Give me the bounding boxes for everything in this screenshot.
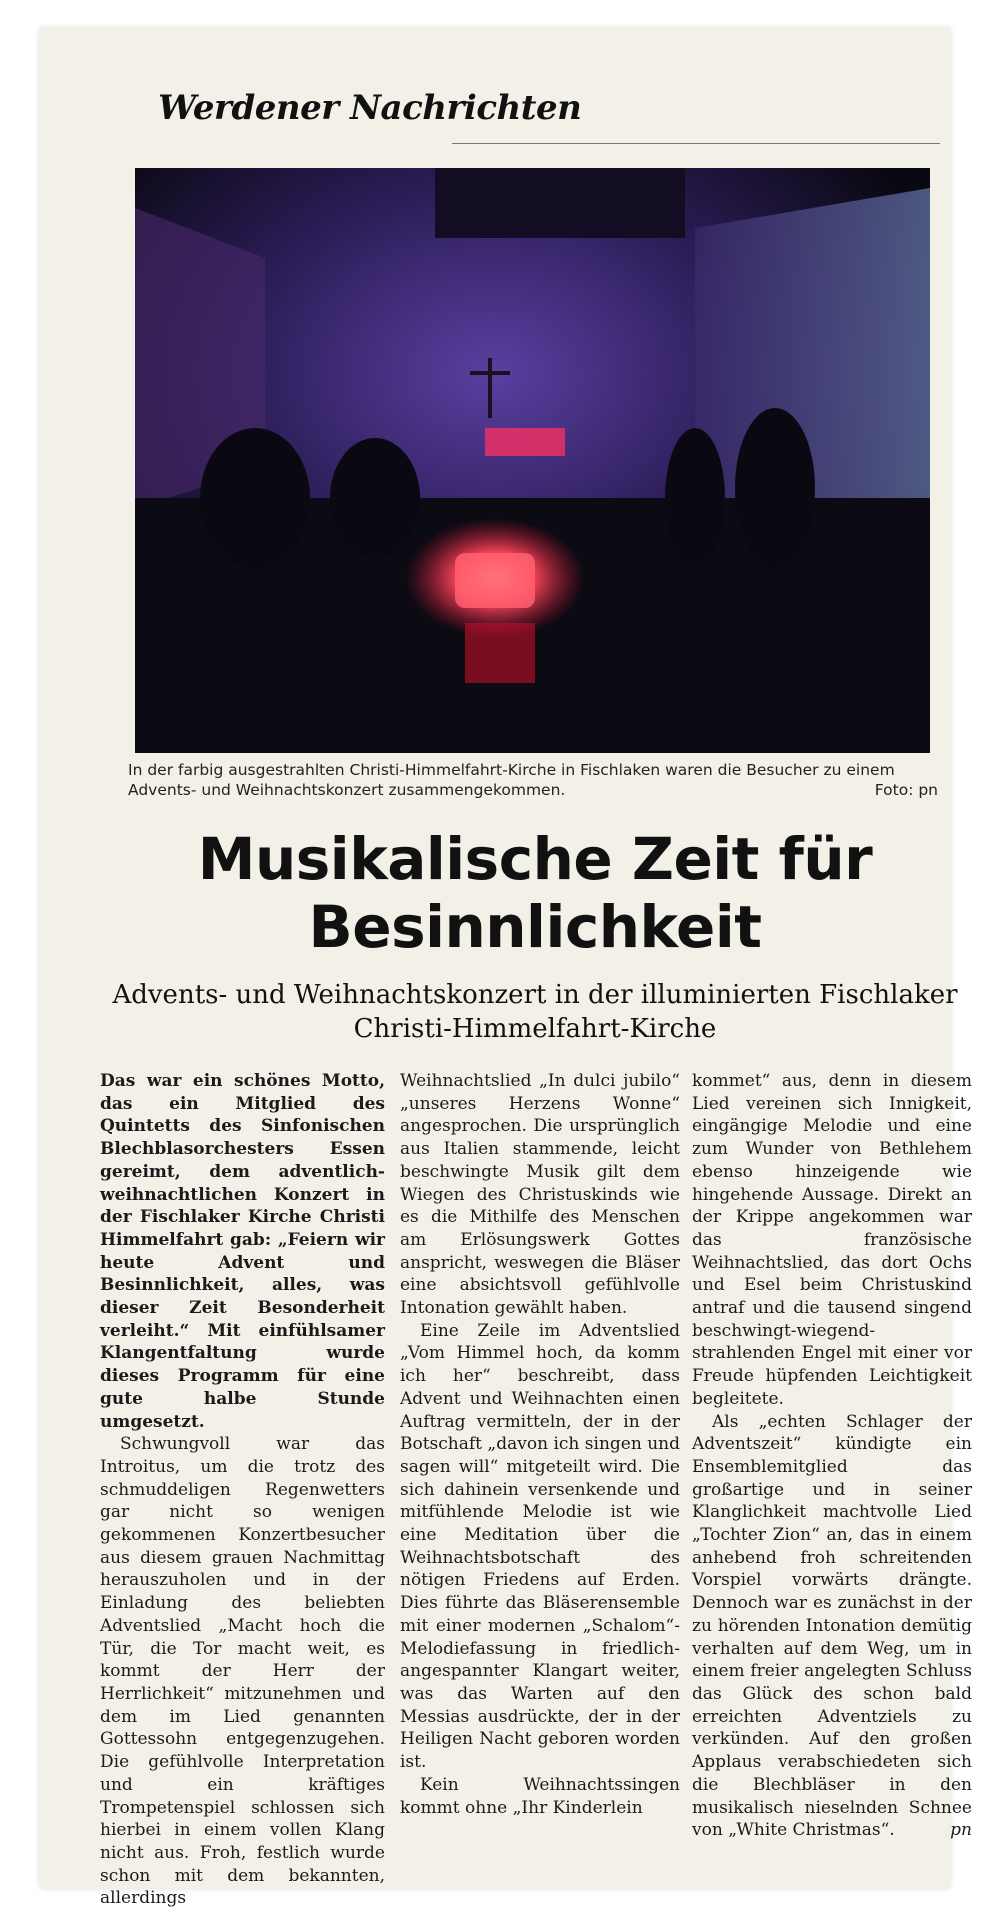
masthead: Werdener Nachrichten (158, 88, 582, 128)
paragraph-3: Eine Zeile im Adventslied „Vom Himmel hoch, da komm ich her“ beschreibt, dass Advent und Weihnachten einen Auftrag vermitteln, der in der Botschaft „davon ich singen und sagen will“ mitgeteilt wird. Die sich dahinein versenkende und mitfühlende Melodie ist wie eine Meditation über die Weihnachtsbotschaft des nötigen Friedens auf Erden. Dies führte das Bläserensemble mit einer modernen „Schalom“-Melodiefassung in friedlich-angespannter Klangart weiter, was das Warten auf den Messias ausdrückte, der in der Heiligen Nacht geboren worden ist. (400, 1320, 680, 1773)
photo-credit: Foto: pn (874, 781, 938, 799)
masthead-rule (452, 143, 940, 144)
article-column-1 (100, 1070, 385, 1910)
article-column-3 (692, 1070, 972, 1842)
photo-illustration (135, 168, 930, 753)
caption-text: In der farbig ausgestrahlten Christi-Himmelfahrt-Kirche in Fischlaken waren die Besucher zu einem Advents- und Weihnachtskonzert zusammengekommen. (128, 761, 895, 799)
church-concert-photo (135, 168, 930, 753)
paragraph-4: Kein Weihnachtssingen kommt ohne „Ihr Kinderlein (400, 1774, 680, 1818)
article-column-2 (400, 1070, 680, 1819)
paragraph-6 (692, 1411, 972, 1842)
author-signature: pn (950, 1820, 972, 1841)
paragraph-2: Weihnachtslied „In dulci jubilo“ „unseres Herzens Wonne“ angesprochen. Die ursprünglich aus Italien stammende, leicht beschwingte Musik gilt dem Wiegen des Christuskinds wie es die Mithilfe des Menschen am Erlösungswerk Gottes anspricht, weswegen die Bläser eine absichtsvoll gefühlvolle Intonation gewählt haben. (400, 1071, 680, 1319)
paragraph-5: kommet“ aus, denn in diesem Lied vereinen sich Innigkeit, eingängige Melodie und eine zum Wunder von Bethlehem ebenso hinzeigende wie hingehende Aussage. Direkt an der Krippe angekommen war das französische Weihnachtslied, das dort Ochs und Esel beim Christuskind antraf und die tausend singend beschwingt-wiegend-strahlenden Engel mit einer vor Freude hüpfenden Leichtigkeit begleitete. (692, 1071, 972, 1409)
subheadline: Advents- und Weihnachtskonzert in der illuminierten Fischlaker Christi-Himmelfahrt-Kirche (112, 980, 958, 1044)
photo-caption (128, 760, 938, 800)
headline: Musikalische Zeit für Besinnlichkeit (197, 825, 873, 961)
paragraph-1: Schwungvoll war das Introitus, um die trotz des schmuddeligen Regenwetters gar nicht so wenigen gekommenen Konzertbesucher aus diesem grauen Nachmittag herauszuholen und in der Einladung des beliebten Adventslied „Macht hoch die Tür, die Tor macht weit, es kommt der Herr der Herrlichkeit“ mitzunehmen und dem im Lied genannten Gottessohn entgegenzugehen. Die gefühlvolle Interpretation und ein kräftiges Trompetenspiel schlossen sich hierbei in einem vollen Klang nicht aus. Froh, festlich wurde schon mit dem bekannten, allerdings (100, 1434, 385, 1909)
paragraph-6-text: Als „echten Schlager der Adventszeit“ kündigte ein Ensemblemitglied das großartige und in seiner Klanglichkeit machtvolle Lied „Tochter Zion“ an, das in einem anhebend froh schreitenden Vorspiel vorwärts drängte. Dennoch war es zunächst in der zu hörenden Intonation demütig verhalten auf dem Weg, um in einem freier angelegten Schluss das Glück des schon bald erreichten Adventziels zu verkünden. Auf den großen Applaus verabschiedeten sich die Blechbläser in den musikalisch nieselnden Schnee von „White Christmas“. (692, 1411, 972, 1841)
lead-paragraph: Das war ein schönes Motto, das ein Mitglied des Quintetts des Sinfonischen Blechblasorchesters Essen gereimt, dem adventlich-weihnachtlichen Konzert in der Fischlaker Kirche Christi Himmelfahrt gab: „Feiern wir heute Advent und Besinnlichkeit, alles, was dieser Zeit Besonderheit verleiht.“ Mit einfühlsamer Klangentfaltung wurde dieses Programm für eine gute halbe Stunde umgesetzt. (100, 1071, 385, 1432)
